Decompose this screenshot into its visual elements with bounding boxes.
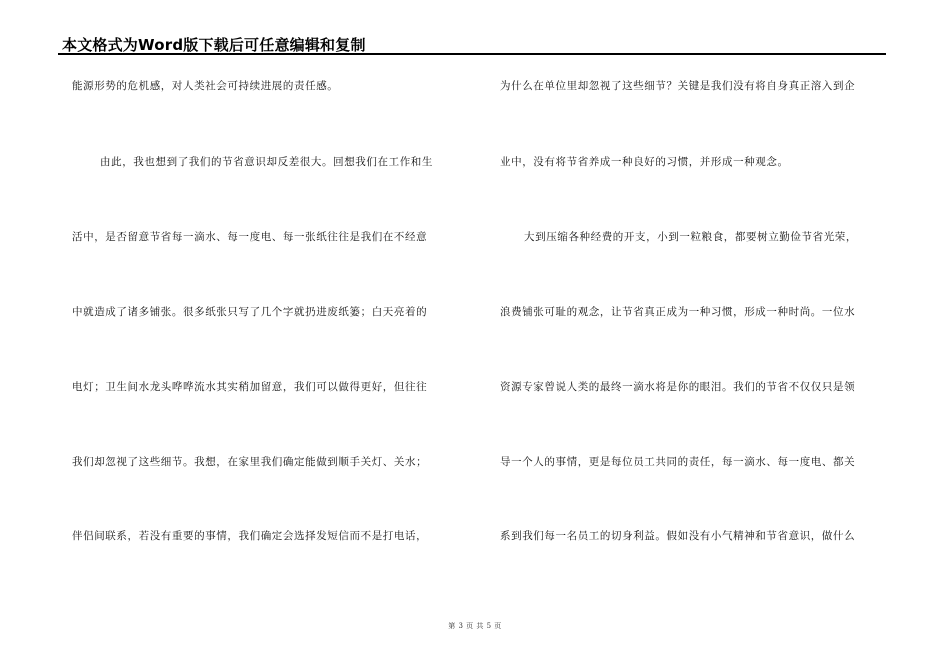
text-line: 由此，我也想到了我们的节省意识却反差很大。回想我们在工作和生 [100,156,433,168]
text-line: 导一个人的事情，更是每位员工共同的责任，每一滴水、每一度电、都关 [500,456,856,468]
text-line: 中就造成了诸多铺张。很多纸张只写了几个字就扔进废纸篓；白天亮着的 [72,306,428,318]
text-line: 资源专家曾说人类的最终一滴水将是你的眼泪。我们的节省不仅仅只是领 [500,381,856,393]
text-line: 浪费铺张可耻的观念，让节省真正成为一种习惯，形成一种时尚。一位水 [500,306,856,318]
document-header-title: 本文格式为Word版下载后可任意编辑和复制 [62,36,366,54]
text-line: 为什么在单位里却忽视了这些细节？关键是我们没有将自身真正溶入到企 [500,80,856,92]
text-line: 活中，是否留意节省每一滴水、每一度电、每一张纸往往是我们在不经意 [72,231,428,243]
text-line: 业中，没有将节省养成一种良好的习惯，并形成一种观念。 [500,156,789,168]
left-text-column [72,73,462,553]
page-number-footer: 第 3 页 共 5 页 [448,622,502,630]
right-text-column [500,73,890,553]
text-line: 系到我们每一名员工的切身利益。假如没有小气精神和节省意识，做什么 [500,530,856,542]
text-line: 伴侣间联系，若没有重要的事情，我们确定会选择发短信而不是打电话， [72,530,428,542]
text-line: 大到压缩各种经费的开支，小到一粒粮食，都要树立勤俭节省光荣， [524,231,857,243]
text-line: 电灯；卫生间水龙头哗哗流水其实稍加留意，我们可以做得更好，但往往 [72,381,428,393]
header-divider [58,53,886,55]
text-line: 我们却忽视了这些细节。我想，在家里我们确定能做到顺手关灯、关水； [72,456,428,468]
text-line: 能源形势的危机感，对人类社会可持续进展的责任感。 [72,80,339,92]
